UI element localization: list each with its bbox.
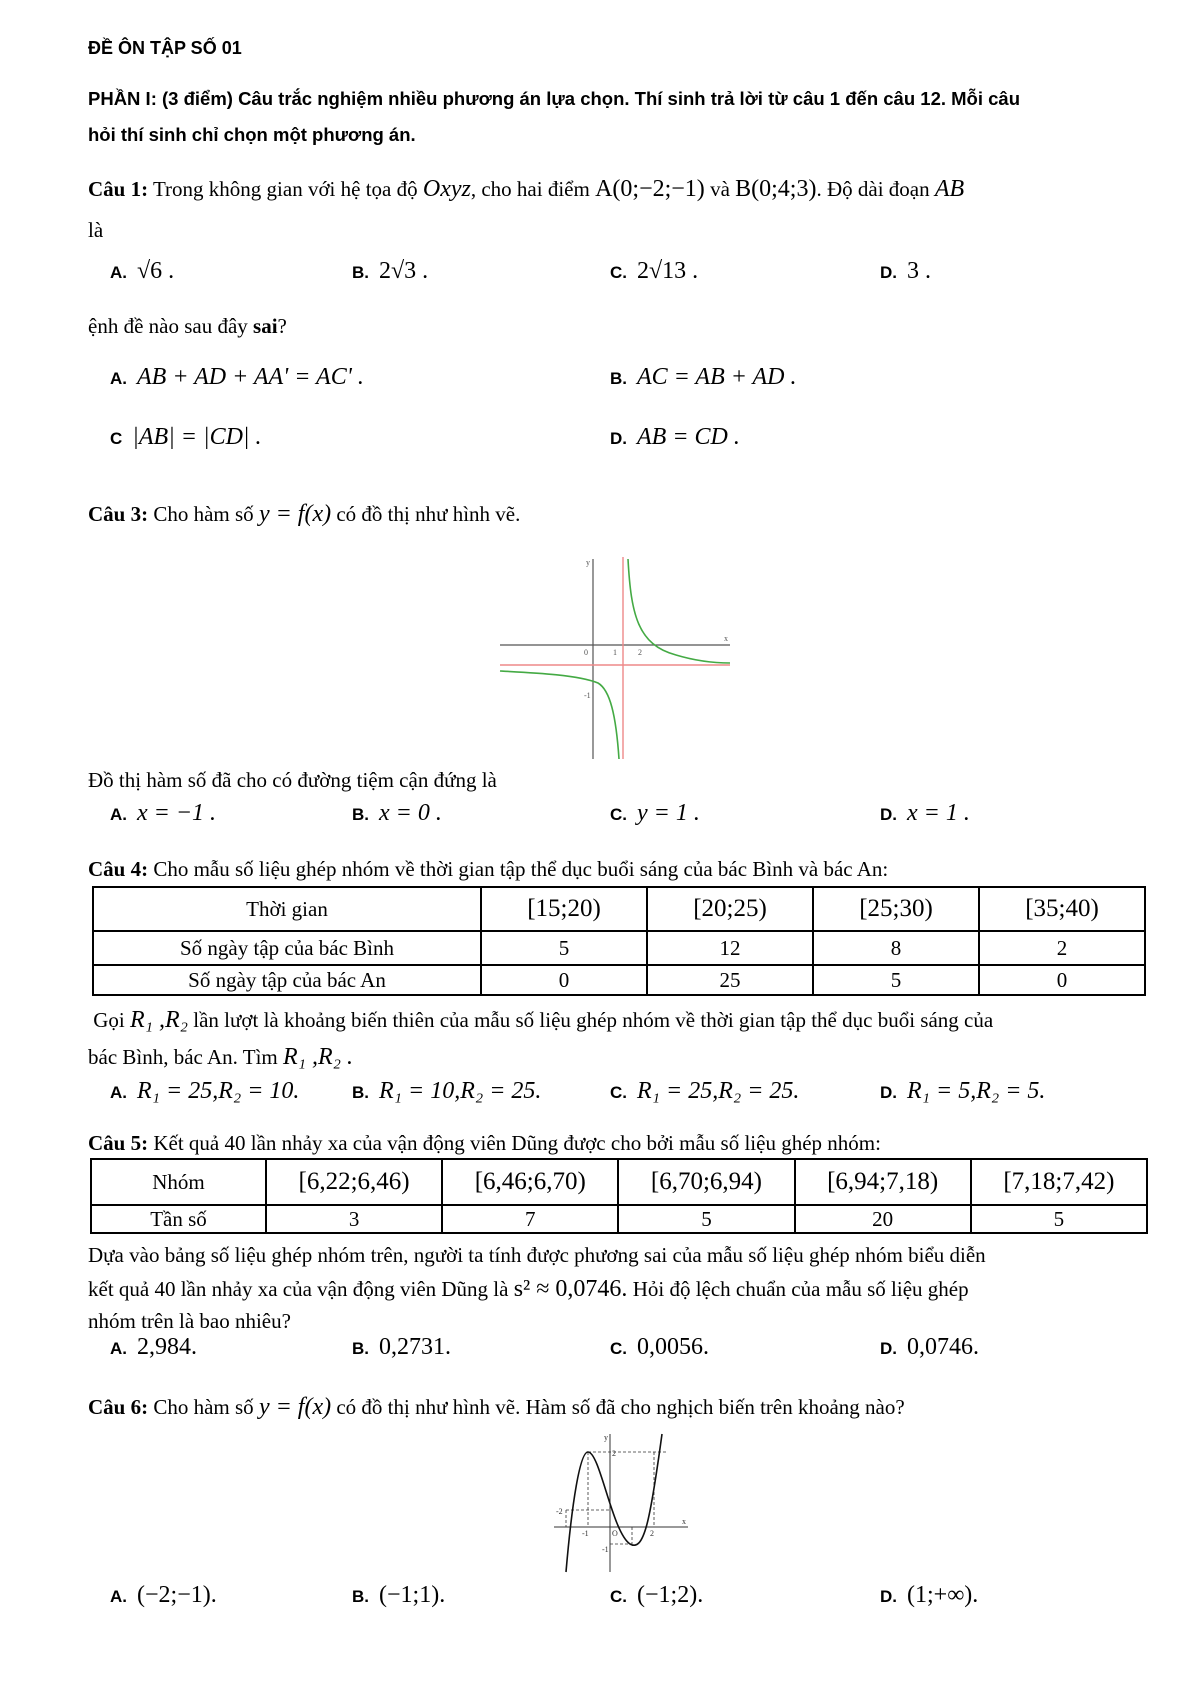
q1-stem	[88, 172, 1148, 206]
q4-cell: 5	[481, 931, 647, 965]
q5-line2-a: kết quả 40 lần nhảy xa của vận động viên Dũng là	[88, 1277, 509, 1301]
table-row	[91, 1205, 1147, 1233]
q6-stem	[88, 1390, 1148, 1424]
q2-end: ?	[277, 314, 287, 338]
q6-text-a: Cho hàm số	[153, 1395, 254, 1419]
q4-option-b[interactable]: B. R₁ = 10,R₂ = 25.	[352, 1078, 542, 1104]
q4-cell: 8	[813, 931, 979, 965]
q2-emphasis: sai	[253, 314, 278, 338]
q3-function: y = f(x)	[258, 501, 332, 527]
q4-table	[92, 886, 1146, 996]
q1-option-d[interactable]: D. 3 .	[880, 258, 931, 284]
q5-header-cell: [6,22;6,46)	[266, 1159, 442, 1205]
q3-text-b: có đồ thị như hình vẽ.	[336, 502, 521, 526]
q4-cell: 5	[813, 965, 979, 995]
q4-cell: 12	[647, 931, 813, 965]
q2-option-b[interactable]: B. AC = AB + AD .	[610, 364, 797, 390]
q5-header-cell: [6,70;6,94)	[618, 1159, 794, 1205]
q3-tick-one: 1	[613, 648, 617, 657]
q3-text-a: Cho hàm số	[153, 502, 254, 526]
q5-cell: 7	[442, 1205, 618, 1233]
q1-segment: AB	[934, 176, 965, 202]
q6-tick-y2: 2	[612, 1449, 616, 1458]
q4-label: Câu 4:	[88, 857, 149, 881]
q5-header-cell: Nhóm	[91, 1159, 266, 1205]
q5-table	[90, 1158, 1148, 1234]
q5-cell: 3	[266, 1205, 442, 1233]
q6-option-a[interactable]: A. (−2;−1).	[110, 1582, 217, 1608]
q1-text-a: Trong không gian với hệ tọa độ	[152, 177, 418, 201]
q3-option-d[interactable]: D. x = 1 .	[880, 800, 970, 826]
q5-variance: s² ≈ 0,0746.	[513, 1276, 628, 1302]
q5-cell: 5	[971, 1205, 1147, 1233]
q3-option-c[interactable]: C. y = 1 .	[610, 800, 700, 826]
q2-stem	[88, 309, 1148, 343]
q6-option-d[interactable]: D. (1;+∞).	[880, 1582, 979, 1608]
q3-y-label: y	[586, 558, 590, 567]
q5-cell: Tần số	[91, 1205, 266, 1233]
q5-option-b[interactable]: B. 0,2731.	[352, 1334, 451, 1360]
q5-line1: Dựa vào bảng số liệu ghép nhóm trên, người ta tính được phương sai của mẫu số liệu ghép nhóm biểu diễn	[88, 1243, 986, 1267]
q5-option-a[interactable]: A. 2,984.	[110, 1334, 197, 1360]
q3-tick-two: 2	[638, 648, 642, 657]
q5-stem	[88, 1126, 1148, 1160]
q1-text-c: . Độ dài đoạn	[816, 177, 930, 201]
q4-option-a[interactable]: A. R₁ = 25,R₂ = 10.	[110, 1078, 300, 1104]
q4-text2-a: Gọi	[93, 1008, 125, 1032]
q5-text: Kết quả 40 lần nhảy xa của vận động viên Dũng được cho bởi mẫu số liệu ghép nhóm:	[153, 1131, 881, 1155]
q2-option-c[interactable]: C |AB| = |CD| .	[110, 424, 262, 450]
q5-cell: 5	[618, 1205, 794, 1233]
q6-y-label: y	[604, 1433, 608, 1442]
q4-option-d[interactable]: D. R₁ = 5,R₂ = 5.	[880, 1078, 1046, 1104]
q5-line2-b: Hỏi độ lệch chuẩn của mẫu số liệu ghép	[632, 1277, 969, 1301]
q4-option-c[interactable]: C. R₁ = 25,R₂ = 25.	[610, 1078, 800, 1104]
q3-graph	[498, 555, 738, 760]
q4-cell: 0	[979, 965, 1145, 995]
q4-cell: 25	[647, 965, 813, 995]
q5-table-header	[91, 1159, 1147, 1205]
part1-instruction-line2: hỏi thí sinh chỉ chọn một phương án.	[88, 124, 416, 145]
q4-cell: Số ngày tập của bác An	[93, 965, 481, 995]
q3-option-a[interactable]: A. x = −1 .	[110, 800, 217, 826]
q5-line2	[88, 1272, 1148, 1306]
q4-r1r2-end: R₁ ,R₂ .	[283, 1044, 354, 1070]
q6-tick-yneg1: -1	[602, 1545, 609, 1554]
table-row	[93, 965, 1145, 995]
q5-cell: 20	[795, 1205, 971, 1233]
q3-tick-neg: -1	[584, 691, 591, 700]
q1-system: Oxyz	[422, 176, 471, 202]
q1-text-b: , cho hai điểm	[470, 177, 590, 201]
q4-cell: 2	[979, 931, 1145, 965]
q4-header-cell: [20;25)	[647, 887, 813, 931]
q6-graph	[552, 1432, 692, 1574]
q4-header-cell: [25;30)	[813, 887, 979, 931]
q5-header-cell: [6,94;7,18)	[795, 1159, 971, 1205]
q1-label: Câu 1:	[88, 177, 149, 201]
q6-tick-xneg1: -1	[582, 1529, 589, 1538]
q4-stem	[88, 852, 1148, 886]
q3-option-b[interactable]: B. x = 0 .	[352, 800, 442, 826]
q6-origin-label: O	[612, 1529, 618, 1538]
q6-label: Câu 6:	[88, 1395, 149, 1419]
q4-cell: Số ngày tập của bác Bình	[93, 931, 481, 965]
q1-and: và	[710, 177, 730, 201]
q1-option-c[interactable]: C. 2√13 .	[610, 258, 699, 284]
q5-line3: nhóm trên là bao nhiêu?	[88, 1309, 291, 1333]
q1-text-d: là	[88, 218, 104, 242]
q4-followup-line2	[88, 1040, 1148, 1074]
q6-x-label: x	[682, 1517, 686, 1526]
q5-label: Câu 5:	[88, 1131, 149, 1155]
q4-header-cell: [15;20)	[481, 887, 647, 931]
table-row	[93, 931, 1145, 965]
q1-option-a[interactable]: A. √6 .	[110, 258, 175, 284]
q2-option-d[interactable]: D. AB = CD .	[610, 424, 740, 450]
q4-cell: 0	[481, 965, 647, 995]
q6-tick-x2: 2	[650, 1529, 654, 1538]
q4-followup-line1	[88, 1003, 1148, 1037]
q3-stem	[88, 497, 1148, 531]
part1-instruction-line1: PHẦN I: (3 điểm) Câu trắc nghiệm nhiều phương án lựa chọn. Thí sinh trả lời từ câu 1 đến câu 12. Mỗi câu	[88, 88, 1021, 109]
q6-option-b[interactable]: B. (−1;1).	[352, 1582, 446, 1608]
q3-origin-label: 0	[584, 648, 588, 657]
q1-point-b: B(0;4;3)	[735, 176, 817, 202]
q4-header-cell: [35;40)	[979, 887, 1145, 931]
q4-text2-c: bác Bình, bác An. Tìm	[88, 1045, 278, 1069]
q6-option-c[interactable]: C. (−1;2).	[610, 1582, 704, 1608]
q6-function: y = f(x)	[258, 1394, 332, 1420]
q1-point-a: A(0;−2;−1)	[595, 176, 705, 202]
q5-header-cell: [7,18;7,42)	[971, 1159, 1147, 1205]
q4-header-cell: Thời gian	[93, 887, 481, 931]
q3-label: Câu 3:	[88, 502, 149, 526]
q3-x-label: x	[724, 634, 728, 643]
q4-table-header	[93, 887, 1145, 931]
q5-option-c[interactable]: C. 0,0056.	[610, 1334, 709, 1360]
doc-title: ĐỀ ÔN TẬP SỐ 01	[88, 38, 242, 58]
q2-option-a[interactable]: A. AB + AD + AA' = AC' .	[110, 364, 364, 390]
q6-text-b: có đồ thị như hình vẽ. Hàm số đã cho nghịch biến trên khoảng nào?	[336, 1395, 905, 1419]
q4-text: Cho mẫu số liệu ghép nhóm về thời gian tập thể dục buổi sáng của bác Bình và bác An:	[153, 857, 889, 881]
q4-r1r2: R₁ ,R₂	[130, 1007, 189, 1033]
q6-tick-xneg2: -2	[556, 1507, 563, 1516]
q5-option-d[interactable]: D. 0,0746.	[880, 1334, 979, 1360]
q1-option-b[interactable]: B. 2√3 .	[352, 258, 429, 284]
q2-text: ệnh đề nào sau đây	[88, 314, 248, 338]
q3-question: Đồ thị hàm số đã cho có đường tiệm cận đứng là	[88, 768, 497, 792]
q5-header-cell: [6,46;6,70)	[442, 1159, 618, 1205]
q4-text2-b: lần lượt là khoảng biến thiên của mẫu số liệu ghép nhóm về thời gian tập thể dục buổi sáng của	[193, 1008, 994, 1032]
